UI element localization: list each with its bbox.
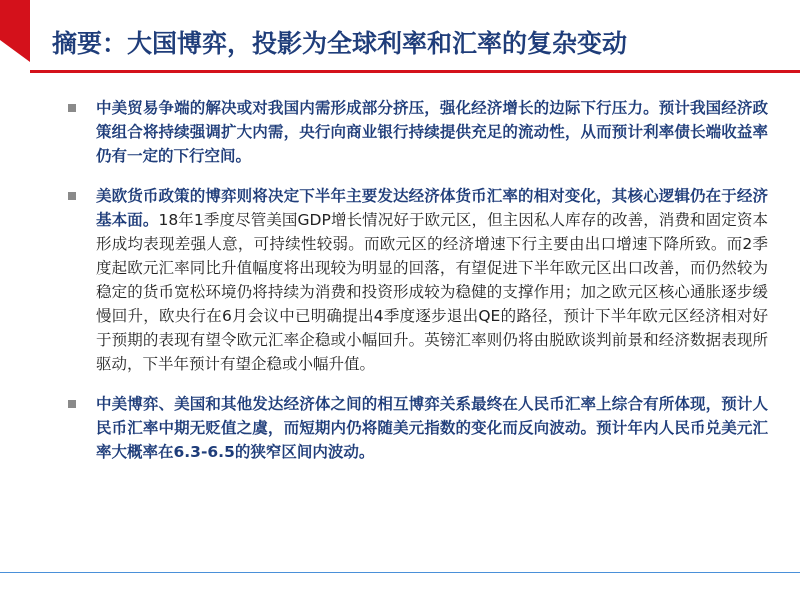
title-underline <box>30 70 800 73</box>
page-title: 摘要：大国博弈，投影为全球利率和汇率的复杂变动 <box>52 29 628 58</box>
bullet-bold-text: 中美博弈、美国和其他发达经济体之间的相互博弈关系最终在人民币汇率上综合有所体现，预计人民币汇率中期无贬值之虞，而短期内仍将随美元指数的变化而反向波动。预计年内人民币兑美元汇率大概率在6.3-6.5的狭窄区间内波动。 <box>96 395 768 461</box>
bullet-text <box>96 96 768 168</box>
summary-list <box>68 96 768 480</box>
bullet-body-text: 18年1季度尽管美国GDP增长情况好于欧元区，但主因私人库存的改善，消费和固定资本形成均表现差强人意，可持续性较弱。而欧元区的经济增速下行主要由出口增速下降所致。而2季度起欧元汇率同比升值幅度将出现较为明显的回落，有望促进下半年欧元区出口改善，而仍然较为稳定的货币宽松环境仍将持续为消费和投资形成较为稳健的支撑作用；加之欧元区核心通胀逐步缓慢回升，欧央行在6月会议中已明确提出4季度逐步退出QE的路径，预计下半年欧元区经济相对好于预期的表现有望令欧元汇率企稳或小幅回升。英镑汇率则仍将由脱欧谈判前景和经济数据表现所驱动，下半年预计有望企稳或小幅升值。 <box>96 211 768 373</box>
square-bullet-icon <box>68 104 76 112</box>
list-item <box>68 184 768 376</box>
list-item <box>68 392 768 464</box>
bullet-bold-text: 中美贸易争端的解决或对我国内需形成部分挤压，强化经济增长的边际下行压力。预计我国经济政策组合将持续强调扩大内需，央行向商业银行持续提供充足的流动性，从而预计利率债长端收益率仍有一定的下行空间。 <box>96 99 768 165</box>
corner-accent-shape <box>0 0 52 62</box>
bullet-bold-text: 美欧货币政策的博弈则将决定下半年主要发达经济体货币汇率的相对变化，其核心逻辑仍在于经济基本面。 <box>96 187 768 229</box>
square-bullet-icon <box>68 192 76 200</box>
bullet-text <box>96 392 768 464</box>
square-bullet-icon <box>68 400 76 408</box>
footer-line <box>0 572 800 573</box>
list-item <box>68 96 768 168</box>
bullet-text <box>96 184 768 376</box>
